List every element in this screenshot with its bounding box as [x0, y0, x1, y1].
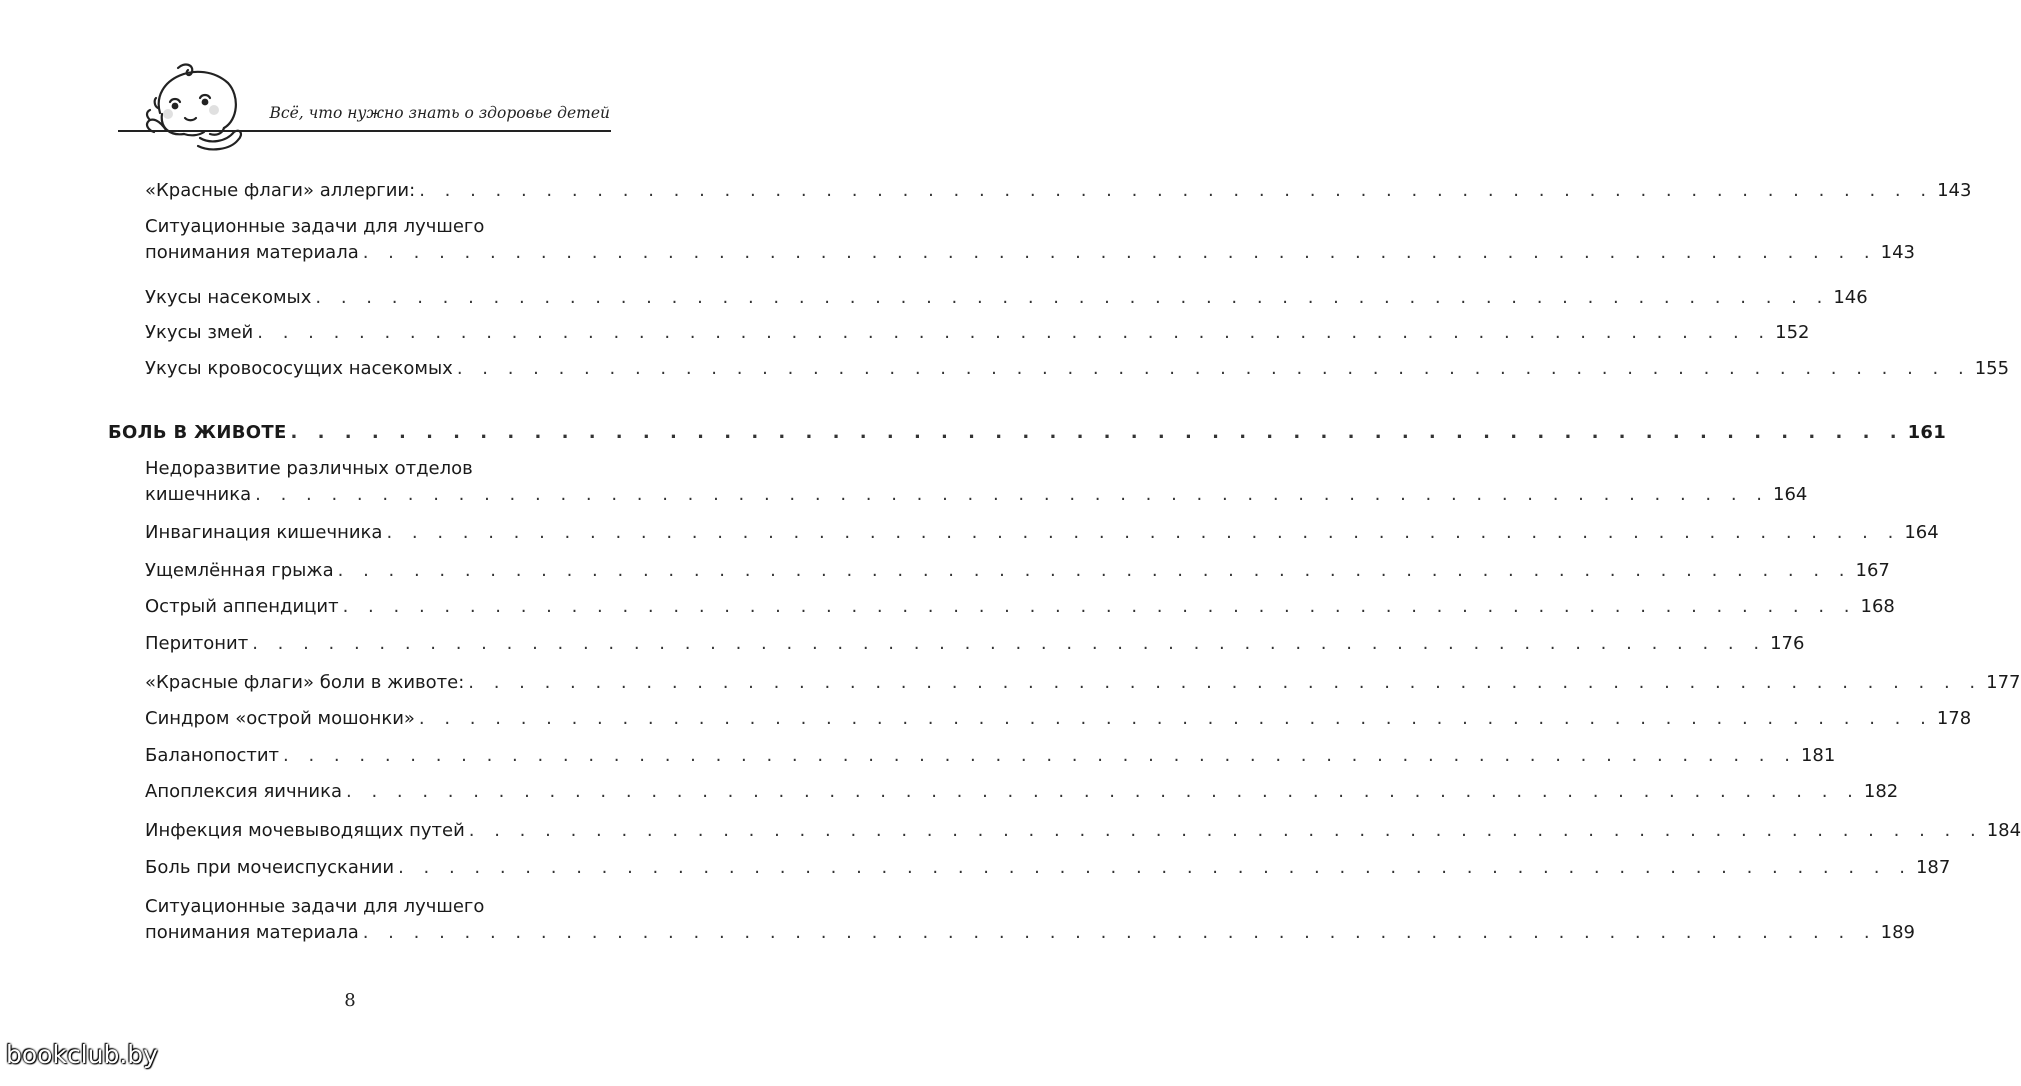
- dot-leader: . . . . . . . . . . . . . . . . . . . . . . . . . . . . . . . . . . . . . . . . . . . . . . . . . . . . . . . . . . . .: [456, 358, 1971, 379]
- toc-entry: [145, 670, 2021, 696]
- toc-entry-page: 176: [1770, 633, 1805, 654]
- toc-entry-title-line1: Недоразвитие различных отделов: [145, 458, 473, 479]
- dot-leader: . . . . . . . . . . . . . . . . . . . . . . . . . . . . . . . . . . . . . . . . . . . . . . . . . . . . . . . . . . . .: [398, 857, 1912, 878]
- toc-entry: [145, 356, 2010, 382]
- toc-entry-title: Синдром «острой мошонки»: [145, 708, 415, 729]
- toc-entry-title-line1: Ситуационные задачи для лучшего: [145, 896, 485, 917]
- toc-entry-page: 164: [1773, 484, 1808, 505]
- dot-leader: . . . . . . . . . . . . . . . . . . . . . . . . . . . . . . . . . . . . . . . . . . . . . . . . . . . . . . . . . . . .: [419, 180, 1934, 201]
- toc-section-entry: [108, 420, 1947, 446]
- watermark: bookclub.by: [6, 1040, 158, 1069]
- toc-entry-page: 167: [1855, 560, 1890, 581]
- toc-entry-title: Инфекция мочевыводящих путей: [145, 820, 465, 841]
- dot-leader: . . . . . . . . . . . . . . . . . . . . . . . . . . . . . . . . . . . . . . . . . . . . . . . . . . . . . . . . . . . .: [283, 745, 1797, 766]
- toc-entry-page: 143: [1937, 180, 1972, 201]
- toc-entry-page: 155: [1974, 358, 2010, 379]
- header-rule: [118, 130, 611, 132]
- dot-leader: . . . . . . . . . . . . . . . . . . . . . . . . . . . . . . . . . . . . . . . . . . . . . . . . . . . . . . . . . . . .: [468, 672, 1983, 693]
- dot-leader: . . . . . . . . . . . . . . . . . . . . . . . . . . . . . . . . . . . . . . . . . . . . . . . . . . . . . . . . . . . .: [315, 287, 1830, 308]
- toc-entry-page: 146: [1833, 287, 1868, 308]
- toc-entry-title: Апоплексия яичника: [145, 781, 342, 802]
- toc-entry-title: Баланопостит: [145, 745, 280, 766]
- toc-entry-page: 143: [1880, 242, 1915, 263]
- dot-leader: . . . . . . . . . . . . . . . . . . . . . . . . . . . . . . . . . . . . . . . . . . . . . . . . . . . . . . . . . . . .: [418, 708, 1933, 729]
- toc-entry-title: «Красные флаги» боли в животе:: [145, 672, 465, 693]
- toc-entry: [145, 594, 1895, 620]
- toc-entry: [145, 456, 1808, 508]
- dot-leader: . . . . . . . . . . . . . . . . . . . . . . . . . . . . . . . . . . . . . . . . . . . . . . . . . . . . . . . . . . . .: [342, 596, 1857, 617]
- toc-entry-page: 187: [1915, 857, 1951, 878]
- toc-entry-title: Инвагинация кишечника: [145, 522, 383, 543]
- toc-entry-page: 182: [1863, 781, 1899, 802]
- toc-entry-page: 161: [1907, 422, 1947, 443]
- toc-entry: [145, 855, 1951, 881]
- running-title: Всё, что нужно знать о здоровье детей: [269, 104, 610, 122]
- toc-entry: [145, 285, 1868, 311]
- toc-entry: [145, 743, 1836, 769]
- toc-entry: [145, 631, 1805, 657]
- dot-leader: . . . . . . . . . . . . . . . . . . . . . . . . . . . . . . . . . . . . . . . . . . . . . . . . . . . . . . . . . . . .: [290, 422, 1904, 443]
- toc-entry-page: 177: [1986, 672, 2021, 693]
- dot-leader: . . . . . . . . . . . . . . . . . . . . . . . . . . . . . . . . . . . . . . . . . . . . . . . . . . . . . . . . . . . .: [362, 242, 1877, 263]
- toc-entry: [145, 214, 1915, 266]
- toc-entry-title: Острый аппендицит: [145, 596, 339, 617]
- dot-leader: . . . . . . . . . . . . . . . . . . . . . . . . . . . . . . . . . . . . . . . . . . . . . . . . . . . . . . . . . . . .: [255, 484, 1770, 505]
- dot-leader: . . . . . . . . . . . . . . . . . . . . . . . . . . . . . . . . . . . . . . . . . . . . . . . . . . . . . . . . . . . .: [257, 322, 1772, 343]
- dot-leader: . . . . . . . . . . . . . . . . . . . . . . . . . . . . . . . . . . . . . . . . . . . . . . . . . . . . . . . . . . . .: [337, 560, 1852, 581]
- dot-leader: . . . . . . . . . . . . . . . . . . . . . . . . . . . . . . . . . . . . . . . . . . . . . . . . . . . . . . . . . . . .: [468, 820, 1983, 841]
- toc-entry-title: Ущемлённая грыжа: [145, 560, 334, 581]
- toc-entry-title: Боль при мочеиспускании: [145, 857, 395, 878]
- toc-entry-title: Укусы насекомых: [145, 287, 312, 308]
- toc-entry-title: понимания материала: [145, 922, 359, 943]
- toc-entry-title: кишечника: [145, 484, 252, 505]
- baby-face-icon: [140, 58, 250, 158]
- toc-entry: [145, 558, 1890, 584]
- toc-entry-page: 181: [1800, 745, 1836, 766]
- toc-entry-title: понимания материала: [145, 242, 359, 263]
- dot-leader: . . . . . . . . . . . . . . . . . . . . . . . . . . . . . . . . . . . . . . . . . . . . . . . . . . . . . . . . . . . .: [252, 633, 1767, 654]
- toc-entry: [145, 178, 1972, 204]
- toc-entry-page: 189: [1880, 922, 1915, 943]
- toc-entry-page: 168: [1860, 596, 1895, 617]
- toc-entry-page: 164: [1904, 522, 1939, 543]
- toc-entry: [145, 520, 1939, 546]
- toc-entry-title: Укусы кровососущих насекомых: [145, 358, 453, 379]
- toc-entry: [145, 818, 2021, 844]
- toc-entry-title: «Красные флаги» аллергии:: [145, 180, 416, 201]
- toc-entry-page: 152: [1775, 322, 1810, 343]
- toc-entry-title: Перитонит: [145, 633, 249, 654]
- toc-entry: [145, 320, 1810, 346]
- dot-leader: . . . . . . . . . . . . . . . . . . . . . . . . . . . . . . . . . . . . . . . . . . . . . . . . . . . . . . . . . . . .: [346, 781, 1860, 802]
- toc-entry: [145, 779, 1899, 805]
- dot-leader: . . . . . . . . . . . . . . . . . . . . . . . . . . . . . . . . . . . . . . . . . . . . . . . . . . . . . . . . . . . .: [386, 522, 1901, 543]
- toc-entry-title-line1: Ситуационные задачи для лучшего: [145, 216, 485, 237]
- dot-leader: . . . . . . . . . . . . . . . . . . . . . . . . . . . . . . . . . . . . . . . . . . . . . . . . . . . . . . . . . . . .: [362, 922, 1877, 943]
- toc-entry-title: БОЛЬ В ЖИВОТЕ: [108, 422, 287, 443]
- page-number: 8: [344, 990, 356, 1011]
- toc-entry-page: 178: [1936, 708, 1972, 729]
- page-header: [0, 0, 700, 160]
- toc-entry-page: 184: [1986, 820, 2021, 841]
- toc-entry: [145, 706, 1972, 732]
- toc-entry: [145, 894, 1915, 946]
- toc-entry-title: Укусы змей: [145, 322, 254, 343]
